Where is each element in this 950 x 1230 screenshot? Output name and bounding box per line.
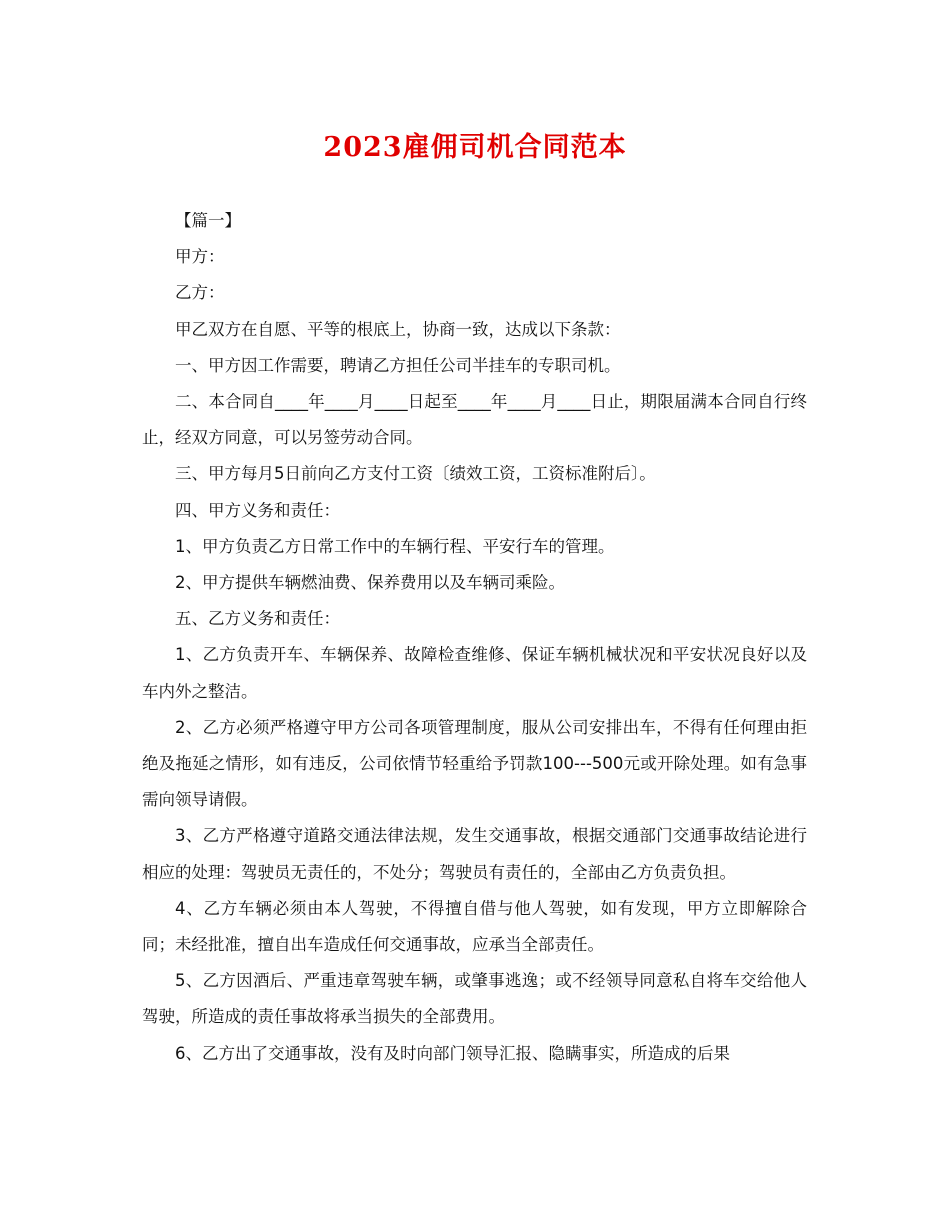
clause-heading: 四、甲方义务和责任： — [175, 500, 340, 520]
clause-heading: 五、乙方义务和责任： — [175, 609, 340, 629]
document-body — [142, 203, 807, 1072]
party-a-line: 甲方： — [175, 247, 225, 267]
party-b-line: 乙方： — [175, 283, 225, 303]
clause-item: 2、甲方提供车辆燃油费、保养费用以及车辆司乘险。 — [175, 573, 565, 593]
clause-item: 1、乙方负责开车、车辆保养、故障检查维修、保证车辆机械状况和平安状况良好以及车内外之整洁。 — [142, 645, 807, 701]
section-heading: 【篇一】 — [175, 211, 241, 230]
clause-paragraph: 二、本合同自____年____月____日起至____年____月____日止，期限届满本合同自行终止，经双方同意，可以另签劳动合同。 — [142, 392, 807, 448]
clause-paragraph: 一、甲方因工作需要，聘请乙方担任公司半挂车的专职司机。 — [175, 355, 621, 375]
clause-item: 2、乙方必须严格遵守甲方公司各项管理制度，服从公司安排出车，不得有任何理由拒绝及拖延之情形，如有违反，公司依情节轻重给予罚款100---500元或开除处理。如有急事需向领导请假。 — [142, 717, 807, 810]
clause-item: 4、乙方车辆必须由本人驾驶，不得擅自借与他人驾驶，如有发现，甲方立即解除合同；未经批准，擅自出车造成任何交通事故，应承当全部责任。 — [142, 898, 807, 955]
document-title: 2023雇佣司机合同范本 — [323, 132, 627, 163]
clause-item: 1、甲方负责乙方日常工作中的车辆行程、平安行车的管理。 — [175, 536, 615, 556]
clause-paragraph: 三、甲方每月5日前向乙方支付工资〔绩效工资，工资标准附后〕。 — [175, 464, 656, 484]
clause-item: 5、乙方因酒后、严重违章驾驶车辆，或肇事逃逸；或不经领导同意私自将车交给他人驾驶，所造成的责任事故将承当损失的全部费用。 — [142, 971, 807, 1027]
clause-item: 6、乙方出了交通事故，没有及时向部门领导汇报、隐瞒事实，所造成的后果 — [175, 1043, 730, 1063]
preamble-paragraph: 甲乙双方在自愿、平等的根底上，协商一致，达成以下条款： — [175, 319, 621, 339]
clause-item: 3、乙方严格遵守道路交通法律法规，发生交通事故，根据交通部门交通事故结论进行相应的处理：驾驶员无责任的，不处分；驾驶员有责任的，全部由乙方负责负担。 — [142, 826, 807, 882]
